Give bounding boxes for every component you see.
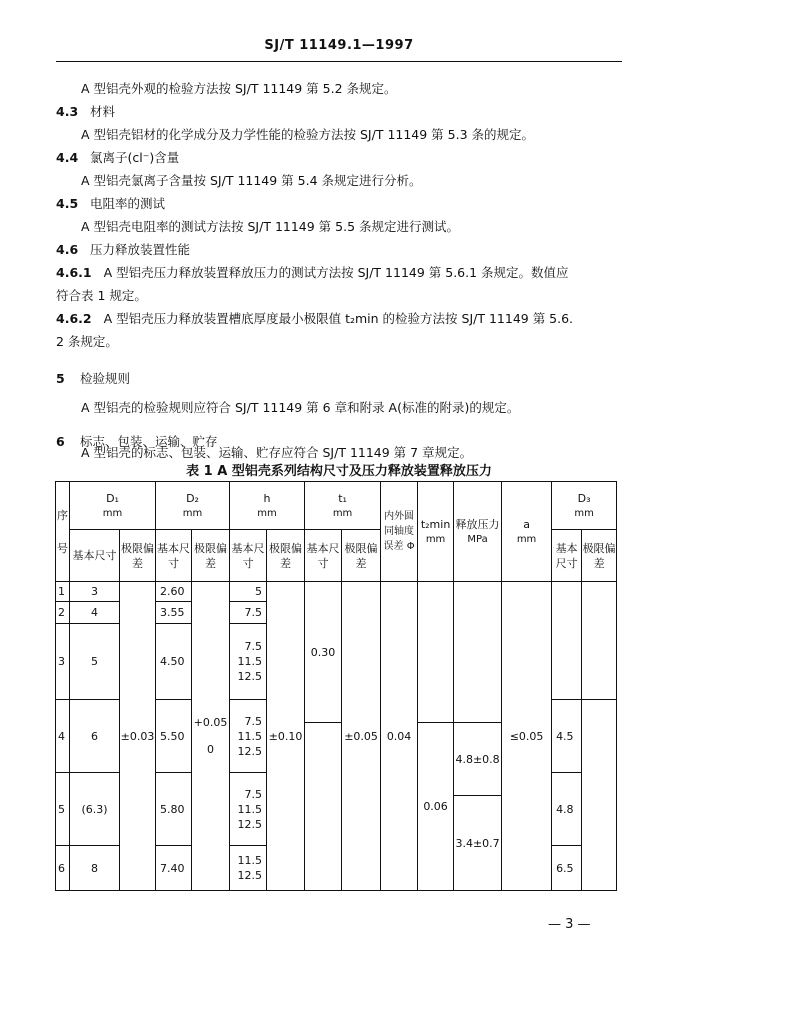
header-seq-top: 序 xyxy=(57,508,68,522)
header-t2min-unit: mm xyxy=(425,533,446,545)
section-4-4-text: A 型铝壳氯离子含量按 SJ/T 11149 第 5.4 条规定进行分析。 xyxy=(81,173,422,188)
header-seq xyxy=(56,482,70,582)
section-4-5-heading xyxy=(56,194,165,212)
section-4-6-heading xyxy=(56,240,190,258)
section-title: 检验规则 xyxy=(80,371,131,386)
paragraph-appearance: A 型铝壳外观的检验方法按 SJ/T 11149 第 5.2 条规定。 xyxy=(81,81,397,96)
header-t1-unit: mm xyxy=(332,507,353,519)
cell-t2min: 0.06 xyxy=(418,723,454,891)
cell-h: 7.5 xyxy=(230,602,267,624)
section-text: A 型铝壳压力释放装置释放压力的测试方法按 SJ/T 11149 第 5.6.1 条规定。数值应 xyxy=(103,265,569,280)
header-h-tol: 极限偏差 xyxy=(267,530,305,582)
cell-pressure-a: 4.8±0.8 xyxy=(454,723,502,796)
header-d3-basic: 基本尺寸 xyxy=(552,530,582,582)
h-value: 12.5 xyxy=(237,744,263,758)
cell-d3-tol-upper xyxy=(582,582,617,700)
header-h xyxy=(230,482,305,530)
section-text: A 型铝壳压力释放装置槽底厚度最小极限值 t₂min 的检验方法按 SJ/T 11149 第 5.6. xyxy=(103,311,574,326)
cell-h xyxy=(230,700,267,773)
section-title: 材料 xyxy=(90,104,116,119)
cell-d2: 4.50 xyxy=(156,624,192,700)
cell-d1: (6.3) xyxy=(70,773,120,846)
h-value: 11.5 xyxy=(237,655,263,668)
cell-seq: 2 xyxy=(56,602,70,624)
section-4-4-heading xyxy=(56,148,179,166)
d2-tol-lower: 0 xyxy=(207,743,215,756)
header-pressure xyxy=(454,482,502,582)
cell-t2min-upper xyxy=(418,582,454,723)
header-h-symbol: h xyxy=(263,491,271,505)
header-rule xyxy=(56,61,622,62)
cell-d2: 2.60 xyxy=(156,582,192,602)
cell-d2: 3.55 xyxy=(156,602,192,624)
page-header-standard-id: SJ/T 11149.1—1997 xyxy=(264,38,414,53)
section-title: 压力释放装置性能 xyxy=(90,242,191,257)
section-4-6-1-line-2: 符合表 1 规定。 xyxy=(56,288,147,303)
header-d2-symbol: D₂ xyxy=(186,491,199,505)
cell-d3-upper xyxy=(552,582,582,700)
section-5-text: A 型铝壳的检验规则应符合 SJ/T 11149 第 6 章和附录 A(标准的附录)的规定。 xyxy=(81,400,520,415)
header-pressure-unit: MPa xyxy=(467,533,488,545)
header-pressure-label: 释放压力 xyxy=(455,517,500,531)
cell-d2: 7.40 xyxy=(156,846,192,891)
section-number: 4.5 xyxy=(56,196,79,211)
h-value: 12.5 xyxy=(237,817,263,831)
spec-table xyxy=(55,481,617,891)
d2-tol-upper: +0.05 xyxy=(193,716,228,729)
header-t1-tol: 极限偏差 xyxy=(342,530,381,582)
section-number: 4.3 xyxy=(56,104,79,119)
cell-h: 5 xyxy=(230,582,267,602)
cell-d1: 8 xyxy=(70,846,120,891)
header-t2min-symbol: t₂min xyxy=(420,517,451,531)
header-d1-tol: 极限偏差 xyxy=(120,530,156,582)
cell-h xyxy=(230,773,267,846)
table-row xyxy=(56,582,617,602)
table-caption: 表 1 A 型铝壳系列结构尺寸及压力释放装置释放压力 xyxy=(186,464,492,479)
page-number: — 3 — xyxy=(548,917,591,932)
header-coaxiality: 内外圆同轴度误差 Φ xyxy=(381,482,418,582)
section-4-6-2-line-2: 2 条规定。 xyxy=(56,334,118,349)
header-a-unit: mm xyxy=(516,533,537,545)
section-5-heading xyxy=(56,369,130,387)
cell-seq: 6 xyxy=(56,846,70,891)
h-value: 7.5 xyxy=(244,787,263,801)
header-d3-tol: 极限偏差 xyxy=(582,530,617,582)
cell-d1: 4 xyxy=(70,602,120,624)
header-d3-symbol: D₃ xyxy=(577,491,591,505)
cell-d1: 6 xyxy=(70,700,120,773)
section-title: 氯离子(cl⁻)含量 xyxy=(90,150,180,165)
cell-d3: 4.8 xyxy=(552,773,582,846)
section-title: 标志、包装、运输、贮存 xyxy=(80,434,218,449)
section-number: 4.6.2 xyxy=(56,311,92,326)
cell-pressure-upper xyxy=(454,582,502,723)
cell-d2: 5.80 xyxy=(156,773,192,846)
h-value: 11.5 xyxy=(237,802,263,816)
header-d2-unit: mm xyxy=(182,507,203,519)
header-t1 xyxy=(305,482,381,530)
section-number: 4.4 xyxy=(56,150,79,165)
header-a-symbol: a xyxy=(523,517,530,531)
h-value: 7.5 xyxy=(244,714,263,728)
h-value: 7.5 xyxy=(244,640,263,653)
header-d1-symbol: D₁ xyxy=(106,491,119,505)
header-a xyxy=(502,482,552,582)
header-d2-basic: 基本尺寸 xyxy=(156,530,192,582)
header-t1-basic: 基本尺寸 xyxy=(305,530,342,582)
cell-h xyxy=(230,624,267,700)
cell-h-tol: ±0.10 xyxy=(267,582,305,891)
section-number: 6 xyxy=(56,434,65,449)
section-4-6-1-line-1 xyxy=(56,263,569,281)
cell-d3-tol-lower xyxy=(582,700,617,891)
header-d1-unit: mm xyxy=(102,507,123,519)
header-d3 xyxy=(552,482,617,530)
header-d2 xyxy=(156,482,230,530)
cell-d3: 4.5 xyxy=(552,700,582,773)
section-title: 电阻率的测试 xyxy=(90,196,166,211)
cell-t1-basic-lower xyxy=(305,723,342,891)
cell-h xyxy=(230,846,267,891)
cell-seq: 5 xyxy=(56,773,70,846)
cell-d2-tol xyxy=(192,582,230,891)
section-6-text: A 型铝壳的标志、包装、运输、贮存应符合 SJ/T 11149 第 7 章规定。 xyxy=(81,445,473,460)
section-number: 5 xyxy=(56,371,65,386)
header-d1-basic: 基本尺寸 xyxy=(70,530,120,582)
header-seq-bottom: 号 xyxy=(57,541,68,555)
header-d3-unit: mm xyxy=(574,507,594,519)
cell-seq: 3 xyxy=(56,624,70,700)
section-4-6-2-line-1 xyxy=(56,309,573,327)
section-4-3-text: A 型铝壳铝材的化学成分及力学性能的检验方法按 SJ/T 11149 第 5.3 条的规定。 xyxy=(81,127,535,142)
cell-t1-basic: 0.30 xyxy=(305,582,342,723)
cell-coax: 0.04 xyxy=(381,582,418,891)
section-number: 4.6 xyxy=(56,242,79,257)
header-t1-symbol: t₁ xyxy=(338,491,347,505)
cell-d1: 5 xyxy=(70,624,120,700)
h-value: 12.5 xyxy=(237,670,263,683)
header-t2min xyxy=(418,482,454,582)
cell-seq: 4 xyxy=(56,700,70,773)
header-h-basic: 基本尺寸 xyxy=(230,530,267,582)
cell-a: ≤0.05 xyxy=(502,582,552,891)
section-4-3-heading xyxy=(56,102,115,120)
section-number: 4.6.1 xyxy=(56,265,92,280)
h-value: 11.5 xyxy=(237,729,263,743)
h-value: 11.5 xyxy=(237,854,263,867)
cell-d1-tol: ±0.03 xyxy=(120,582,156,891)
cell-d1: 3 xyxy=(70,582,120,602)
header-h-unit: mm xyxy=(257,507,277,519)
cell-d2: 5.50 xyxy=(156,700,192,773)
header-d2-tol: 极限偏差 xyxy=(192,530,230,582)
header-d1 xyxy=(70,482,156,530)
cell-seq: 1 xyxy=(56,582,70,602)
section-4-5-text: A 型铝壳电阻率的测试方法按 SJ/T 11149 第 5.5 条规定进行测试。 xyxy=(81,219,460,234)
cell-t1-tol: ±0.05 xyxy=(342,582,381,891)
cell-d3: 6.5 xyxy=(552,846,582,891)
cell-pressure-b: 3.4±0.7 xyxy=(454,796,502,891)
h-value: 12.5 xyxy=(237,869,263,882)
